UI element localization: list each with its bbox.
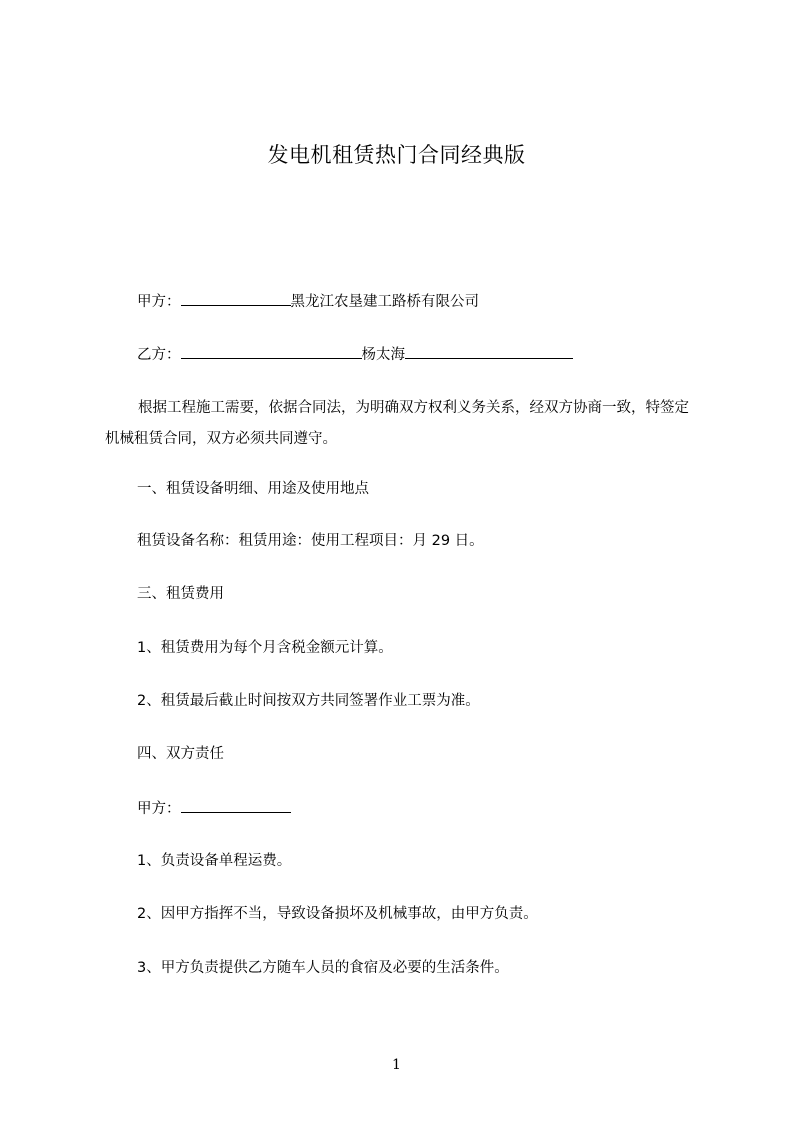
intro-paragraph: 根据工程施工需要，依据合同法，为明确双方权利义务关系，经双方协商一致，特签定机械租赁合同，双方必须共同遵守。 [105, 400, 689, 447]
section-4-item-3: 3、甲方负责提供乙方随车人员的食宿及必要的生活条件。 [137, 960, 509, 976]
section-3-item-1: 1、租赁费用为每个月含税金额元计算。 [137, 640, 393, 656]
section-3-heading: 三、租赁费用 [137, 586, 224, 602]
party-a-line [137, 290, 479, 313]
section-4-item-2: 2、因甲方指挥不当，导致设备损坏及机械事故，由甲方负责。 [137, 906, 538, 922]
section-4-party-a-line [137, 797, 291, 820]
party-b-line [137, 343, 573, 366]
party-b-value: 杨太海 [361, 347, 405, 363]
party-b-label: 乙方： [137, 347, 181, 363]
page-number: 1 [392, 1057, 401, 1073]
section-4-party-a-label: 甲方： [137, 801, 181, 817]
party-a-label: 甲方： [137, 294, 181, 310]
party-b-blank-right [405, 343, 573, 359]
section-1-heading: 一、租赁设备明细、用途及使用地点 [137, 481, 369, 497]
section-1-text: 租赁设备名称：租赁用途：使用工程项目：月 29 日。 [137, 533, 484, 549]
party-a-value: 黑龙江农垦建工路桥有限公司 [290, 294, 479, 310]
section-4-party-a-blank [181, 797, 291, 813]
party-b-blank-left [181, 343, 362, 359]
document-title: 发电机租赁热门合同经典版 [267, 143, 526, 167]
section-4-heading: 四、双方责任 [137, 746, 224, 762]
section-4-item-1: 1、负责设备单程运费。 [137, 853, 292, 869]
party-a-blank [181, 290, 291, 306]
section-3-item-2: 2、租赁最后截止时间按双方共同签署作业工票为准。 [137, 693, 480, 709]
